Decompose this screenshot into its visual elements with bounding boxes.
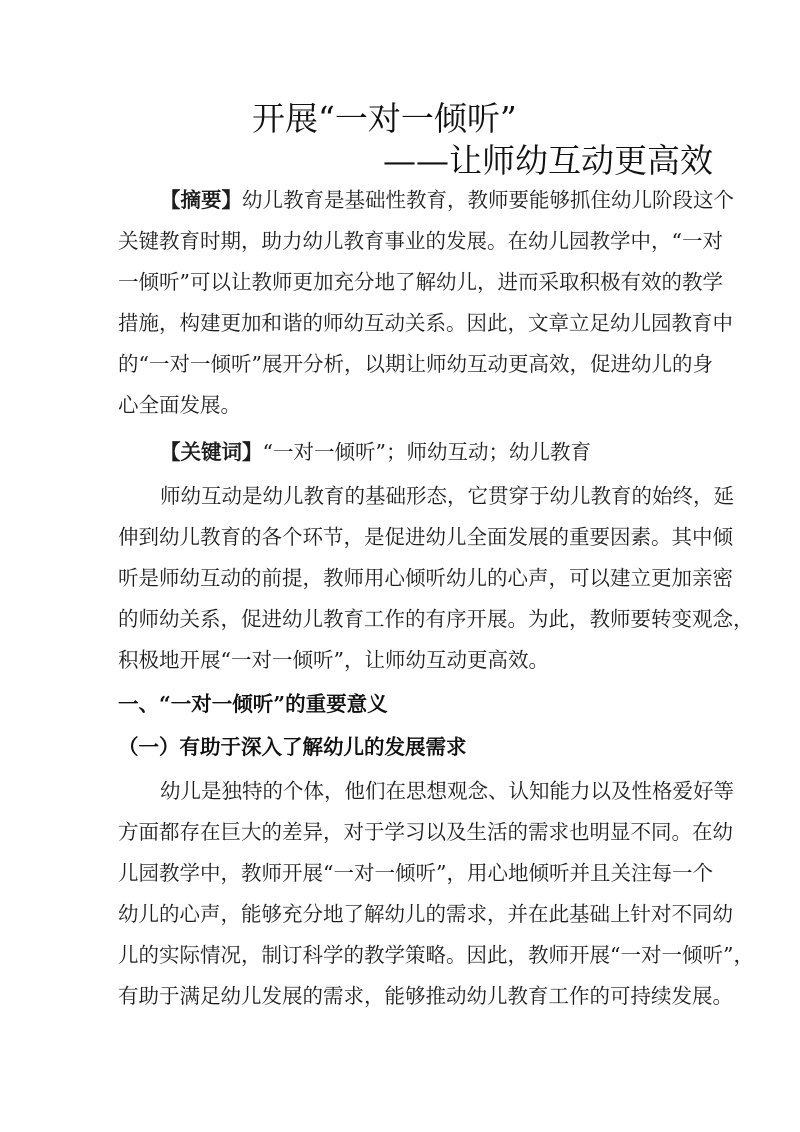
subsection-line-2: 方面都存在巨大的差异，对于学习以及生活的需求也明显不同。在幼 [118, 820, 733, 844]
subsection-line-1: 幼儿是独特的个体，他们在思想观念、认知能力以及性格爱好等 [160, 779, 734, 803]
abstract-label: 【摘要】 [160, 188, 242, 212]
abstract-line-2: 关键教育时期，助力幼儿教育事业的发展。在幼儿园教学中，“一对 [118, 229, 723, 253]
abstract-line-1: 【摘要】幼儿教育是基础性教育，教师要能够抓住幼儿阶段这个 [160, 188, 734, 212]
intro-line-3: 听是师幼互动的前提，教师用心倾听幼儿的心声，可以建立更加亲密 [118, 566, 733, 590]
subsection-line-5: 儿的实际情况，制订科学的教学策略。因此，教师开展“一对一倾听”， [118, 943, 754, 967]
intro-line-5: 积极地开展“一对一倾听”，让师幼互动更高效。 [118, 648, 549, 672]
abstract-line-4: 措施，构建更加和谐的师幼互动关系。因此，文章立足幼儿园教育中 [118, 311, 733, 335]
section-heading: 一、“一对一倾听”的重要意义 [118, 692, 388, 716]
keywords-text: “一对一倾听”；师幼互动；幼儿教育 [262, 440, 591, 464]
subsection-line-6: 有助于满足幼儿发展的需求，能够推动幼儿教育工作的可持续发展。 [118, 984, 733, 1008]
abstract-line-5: 的“一对一倾听”展开分析，以期让师幼互动更高效，促进幼儿的身 [118, 352, 713, 376]
keywords-label: 【关键词】 [160, 440, 263, 464]
subsection-line-3: 儿园教学中，教师开展“一对一倾听”，用心地倾听并且关注每一个 [118, 861, 713, 885]
intro-line-2: 伸到幼儿教育的各个环节，是促进幼儿全面发展的重要因素。其中倾 [118, 525, 733, 549]
keywords-line [160, 438, 682, 466]
abstract-line-3: 一倾听”可以让教师更加充分地了解幼儿，进而采取积极有效的教学 [118, 270, 723, 294]
subsection-line-4: 幼儿的心声，能够充分地了解幼儿的需求，并在此基础上针对不同幼 [118, 902, 733, 926]
document-title: 开展“一对一倾听” [252, 99, 517, 138]
abstract-line-6: 心全面发展。 [118, 393, 241, 417]
intro-line-4: 的师幼关系，促进幼儿教育工作的有序开展。为此，教师要转变观念， [118, 607, 754, 631]
document-subtitle: ——让师幼互动更高效 [383, 141, 713, 180]
intro-line-1: 师幼互动是幼儿教育的基础形态，它贯穿于幼儿教育的始终，延 [160, 484, 734, 508]
subsection-heading: （一）有助于深入了解幼儿的发展需求 [118, 735, 467, 759]
